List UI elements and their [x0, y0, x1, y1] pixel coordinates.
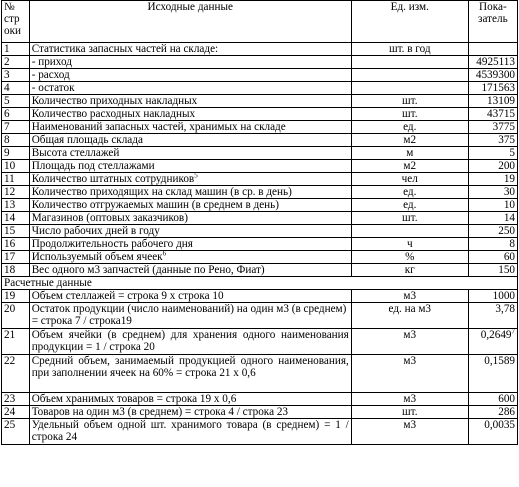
row-description: Количество расходных накладных [29, 108, 351, 121]
row-unit: ч [351, 238, 468, 251]
table-row [2, 160, 518, 173]
row-number: 9 [2, 147, 30, 160]
row-description: Общая площадь склада [29, 134, 351, 147]
table-row [2, 406, 518, 419]
header-source: Исходные данные [29, 1, 351, 43]
row-value: 19 [468, 173, 517, 186]
row-number: 17 [2, 251, 30, 264]
table-row [2, 303, 518, 329]
row-value [468, 43, 517, 56]
row-description: Средний объем, занимаемый продукцией одного наименования, при заполнении ячеек на 60% = строка 21 х 0,6 [29, 355, 351, 393]
row-number: 1 [2, 43, 30, 56]
row-value-text: 0,2649 [480, 329, 512, 341]
row-description: Объем ячейки (в среднем) для хранения одного наименования продукции = 1 / строка 20 [29, 329, 351, 355]
table-row [2, 225, 518, 238]
row-description: Объем хранимых товаров = строка 19 х 0,6 [29, 393, 351, 406]
table-row [2, 419, 518, 445]
header-unit: Ед. изм. [351, 1, 468, 43]
row-value: 4539300 [468, 69, 517, 82]
table-row [2, 393, 518, 406]
row-unit: м [351, 147, 468, 160]
table-row [2, 290, 518, 303]
row-number: 21 [2, 329, 30, 355]
row-unit: м3 [351, 329, 468, 355]
row-unit: шт. [351, 212, 468, 225]
row-value: 286 [468, 406, 517, 419]
row-number: 6 [2, 108, 30, 121]
row-unit [351, 56, 468, 69]
row-value: 4925113 [468, 56, 517, 69]
row-unit: м3 [351, 393, 468, 406]
row-value: 600 [468, 393, 517, 406]
table-row [2, 199, 518, 212]
row-number: 20 [2, 303, 30, 329]
row-description: - остаток [29, 82, 351, 95]
row-description: Статистика запасных частей на складе: [29, 43, 351, 56]
footnote-mark: 7 [511, 328, 515, 336]
table-row [2, 69, 518, 82]
row-number: 5 [2, 95, 30, 108]
row-description: Продолжительность рабочего дня [29, 238, 351, 251]
row-number: 18 [2, 264, 30, 277]
table-row [2, 173, 518, 186]
table-row [2, 56, 518, 69]
table-row [2, 43, 518, 56]
section-title: Расчетные данные [2, 277, 518, 290]
row-unit: шт. [351, 108, 468, 121]
row-value: 10 [468, 199, 517, 212]
row-value: 5 [468, 147, 517, 160]
row-description [29, 251, 351, 264]
table-row [2, 251, 518, 264]
section-row [2, 277, 518, 290]
row-unit [351, 69, 468, 82]
row-description-text: Количество штатных сотрудников [31, 173, 195, 185]
row-description: - расход [29, 69, 351, 82]
header-value: Пока-затель [468, 1, 517, 43]
row-number: 19 [2, 290, 30, 303]
table-row [2, 329, 518, 355]
row-number: 14 [2, 212, 30, 225]
row-value: 250 [468, 225, 517, 238]
row-value: 200 [468, 160, 517, 173]
table-row [2, 264, 518, 277]
row-number: 23 [2, 393, 30, 406]
row-description: Количество отгружаемых машин (в среднем в день) [29, 199, 351, 212]
row-value: 43715 [468, 108, 517, 121]
table-row [2, 134, 518, 147]
row-unit: ед. [351, 199, 468, 212]
row-number: 2 [2, 56, 30, 69]
row-value: 171563 [468, 82, 517, 95]
row-description: Количество приходных накладных [29, 95, 351, 108]
row-value: 3,78 [468, 303, 517, 329]
row-value: 0,1589 [468, 355, 517, 393]
row-value: 30 [468, 186, 517, 199]
row-unit: шт. [351, 406, 468, 419]
row-value: 0,0035 [468, 419, 517, 445]
table-row [2, 95, 518, 108]
table-row [2, 355, 518, 393]
row-value: 3775 [468, 121, 517, 134]
row-unit: шт. в год [351, 43, 468, 56]
row-description: Количество приходящих на склад машин (в ср. в день) [29, 186, 351, 199]
row-unit [351, 82, 468, 95]
row-description: Площадь под стеллажами [29, 160, 351, 173]
row-description: Товаров на один м3 (в среднем) = строка 4 / строка 23 [29, 406, 351, 419]
row-unit: ед. [351, 186, 468, 199]
data-table [1, 0, 518, 445]
row-description: Наименований запасных частей, хранимых на складе [29, 121, 351, 134]
table-row [2, 108, 518, 121]
row-unit [351, 225, 468, 238]
row-number: 12 [2, 186, 30, 199]
table-row [2, 121, 518, 134]
row-unit: ед. [351, 121, 468, 134]
row-unit: шт. [351, 95, 468, 108]
row-description: Удельный объем одной шт. хранимого товара (в среднем) = 1 / строка 24 [29, 419, 351, 445]
row-unit: чел [351, 173, 468, 186]
table-row [2, 212, 518, 225]
table-row [2, 238, 518, 251]
row-description [29, 173, 351, 186]
row-number: 24 [2, 406, 30, 419]
footnote-mark: 6 [162, 250, 167, 258]
table-row [2, 82, 518, 95]
row-description: - приход [29, 56, 351, 69]
row-number: 25 [2, 419, 30, 445]
row-description: Объем стеллажей = строка 9 х строка 10 [29, 290, 351, 303]
row-number: 13 [2, 199, 30, 212]
row-description: Магазинов (оптовых заказчиков) [29, 212, 351, 225]
row-value: 375 [468, 134, 517, 147]
row-value: 13109 [468, 95, 517, 108]
row-number: 7 [2, 121, 30, 134]
row-value: 150 [468, 264, 517, 277]
row-number: 4 [2, 82, 30, 95]
header-row [2, 1, 518, 43]
row-number: 15 [2, 225, 30, 238]
row-unit: м3 [351, 355, 468, 393]
row-number: 16 [2, 238, 30, 251]
row-description: Вес одного м3 запчастей (данные по Рено, Фиат) [29, 264, 351, 277]
row-number: 11 [2, 173, 30, 186]
row-description: Остаток продукции (число наименований) на один м3 (в среднем) = строка 7 / строка19 [29, 303, 351, 329]
row-unit: м2 [351, 160, 468, 173]
row-unit: кг [351, 264, 468, 277]
row-unit: ед. на м3 [351, 303, 468, 329]
row-number: 3 [2, 69, 30, 82]
row-unit: м2 [351, 134, 468, 147]
row-value: 8 [468, 238, 517, 251]
row-description-text: Используемый объем ячеек [31, 251, 163, 263]
row-unit: м3 [351, 290, 468, 303]
footnote-mark: 5 [194, 172, 198, 180]
table-row [2, 186, 518, 199]
header-no: № стр оки [2, 1, 30, 43]
row-number: 10 [2, 160, 30, 173]
row-description: Число рабочих дней в году [29, 225, 351, 238]
row-value: 14 [468, 212, 517, 225]
row-value [468, 329, 517, 355]
row-description: Высота стеллажей [29, 147, 351, 160]
row-value: 60 [468, 251, 517, 264]
row-unit: % [351, 251, 468, 264]
row-unit: м3 [351, 419, 468, 445]
row-number: 22 [2, 355, 30, 393]
table-row [2, 147, 518, 160]
row-number: 8 [2, 134, 30, 147]
row-value: 1000 [468, 290, 517, 303]
